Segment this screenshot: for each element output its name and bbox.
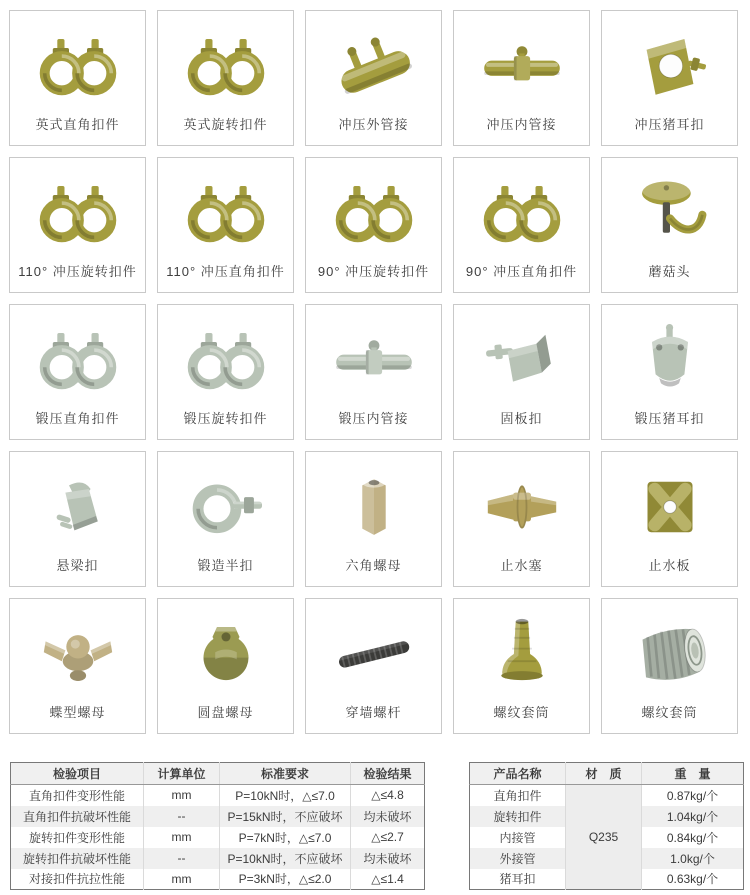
xplate-icon [624, 462, 716, 552]
product-photo [306, 158, 441, 261]
product-label: 圆盘螺母 [197, 705, 254, 720]
product-photo [454, 158, 589, 261]
tube-icon [476, 21, 568, 111]
product-cell [9, 10, 146, 146]
unit-cell: mm [144, 785, 220, 806]
product-photo [10, 599, 145, 702]
column-header: 材 质 [566, 763, 642, 785]
product-label: 110° 冲压旋转扣件 [18, 264, 137, 279]
product-cell [601, 10, 738, 146]
product-photo [306, 599, 441, 702]
product-label: 90° 冲压直角扣件 [465, 264, 578, 279]
coupler-icon [180, 315, 272, 405]
column-header: 产品名称 [470, 763, 566, 785]
product-label: 蝶型螺母 [49, 705, 106, 720]
product-photo [454, 11, 589, 114]
column-header: 重 量 [642, 763, 744, 785]
inspection-row [11, 827, 425, 848]
product-photo [10, 158, 145, 261]
coupler-icon [180, 21, 272, 111]
inspection-row [11, 848, 425, 869]
product-cell [453, 10, 590, 146]
product-cell [157, 598, 294, 734]
product-photo [10, 452, 145, 555]
product-label: 英式旋转扣件 [183, 117, 268, 132]
product-cell [9, 304, 146, 440]
product-label: 锻压猪耳扣 [634, 411, 705, 426]
product-cell [9, 451, 146, 587]
wingnut-icon [32, 609, 124, 699]
mushroom-icon [624, 168, 716, 258]
material-cell: Q235 [566, 785, 642, 890]
standard-cell: P=3kN时，△≤2.0 [220, 869, 351, 890]
unit-cell: mm [144, 827, 220, 848]
product-name-cell: 直角扣件 [493, 788, 542, 803]
product-cell [157, 304, 294, 440]
weight-cell: 1.0kg/个 [642, 848, 744, 869]
weight-cell: 0.63kg/个 [642, 869, 744, 890]
spec-tables [10, 762, 750, 890]
product-photo [10, 305, 145, 408]
product-photo [602, 452, 737, 555]
product-label: 蘑菇头 [648, 264, 691, 279]
product-cell [453, 304, 590, 440]
product-photo [158, 158, 293, 261]
product-label: 悬梁扣 [56, 558, 99, 573]
product-label: 六角螺母 [345, 558, 402, 573]
product-label: 螺纹套筒 [493, 705, 550, 720]
bracket-icon [476, 315, 568, 405]
product-photo [158, 11, 293, 114]
unit-cell: mm [144, 869, 220, 890]
product-photo [158, 305, 293, 408]
product-cell [9, 598, 146, 734]
weight-cell: 0.87kg/个 [642, 785, 744, 806]
product-cell [453, 451, 590, 587]
coupler-icon [32, 168, 124, 258]
product-photo [602, 158, 737, 261]
hexnut-icon [328, 462, 420, 552]
beamclamp-icon [32, 462, 124, 552]
column-header: 检验项目 [11, 763, 144, 785]
product-photo [306, 452, 441, 555]
product-photo [306, 305, 441, 408]
rod-icon [328, 609, 420, 699]
product-photo [306, 11, 441, 114]
column-header: 标准要求 [220, 763, 351, 785]
inspection-item: 旋转扣件抗破坏性能 [11, 848, 144, 869]
inspection-table-body [11, 785, 425, 890]
standard-cell: P=15kN时，不应破坏 [220, 806, 351, 827]
product-photo [602, 11, 737, 114]
weight-cell: 0.84kg/个 [642, 827, 744, 848]
product-cell [9, 157, 146, 293]
product-name-cell: 内接管 [499, 830, 536, 845]
inspection-item: 对接扣件抗拉性能 [28, 872, 125, 887]
inspection-table [10, 762, 425, 890]
product-label: 英式直角扣件 [35, 117, 120, 132]
barrel-icon [624, 609, 716, 699]
unit-cell: -- [144, 848, 220, 869]
product-label: 冲压内管接 [486, 117, 557, 132]
plug-icon [476, 462, 568, 552]
result-cell: 均未破坏 [351, 848, 425, 869]
product-photo [158, 599, 293, 702]
product-label: 110° 冲压直角扣件 [166, 264, 285, 279]
inspection-row [11, 806, 425, 827]
product-cell [601, 451, 738, 587]
product-photo [10, 11, 145, 114]
product-photo [454, 305, 589, 408]
product-cell [157, 451, 294, 587]
product-photo [454, 452, 589, 555]
product-spec-table-body [470, 785, 744, 890]
product-spec-row [470, 785, 744, 806]
product-cell [305, 451, 442, 587]
product-photo [454, 599, 589, 702]
product-cell [305, 598, 442, 734]
unit-cell: -- [144, 806, 220, 827]
product-spec-table [469, 762, 744, 890]
product-cell [601, 304, 738, 440]
coupler-icon [32, 21, 124, 111]
product-cell [601, 157, 738, 293]
result-cell: 均未破坏 [351, 806, 425, 827]
product-cell [157, 157, 294, 293]
coupler-icon [180, 168, 272, 258]
column-header: 计算单位 [144, 763, 220, 785]
product-spec-header-row [470, 763, 744, 785]
earclamp-icon [624, 315, 716, 405]
product-label: 锻压内管接 [338, 411, 409, 426]
product-label: 穿墙螺杆 [345, 705, 402, 720]
result-cell: △≤1.4 [351, 869, 425, 890]
standard-cell: P=7kN时，△≤7.0 [220, 827, 351, 848]
halfcoupler-icon [180, 462, 272, 552]
product-label: 止水板 [648, 558, 691, 573]
standard-cell: P=10kN时，△≤7.0 [220, 785, 351, 806]
product-cell [453, 157, 590, 293]
inspection-row [11, 869, 425, 890]
result-cell: △≤4.8 [351, 785, 425, 806]
product-label: 锻造半扣 [197, 558, 254, 573]
coupler-icon [476, 168, 568, 258]
tube-icon [328, 315, 420, 405]
inspection-item: 直角扣件抗破坏性能 [11, 806, 144, 827]
coupler-icon [328, 168, 420, 258]
discnut-icon [180, 609, 272, 699]
product-label: 90° 冲压旋转扣件 [317, 264, 430, 279]
product-photo [602, 305, 737, 408]
product-cell [305, 304, 442, 440]
product-cell [305, 10, 442, 146]
cone-icon [476, 609, 568, 699]
product-cell [305, 157, 442, 293]
product-photo [158, 452, 293, 555]
weight-cell: 1.04kg/个 [642, 806, 744, 827]
product-label: 锻压旋转扣件 [183, 411, 268, 426]
product-cell [601, 598, 738, 734]
product-cell [453, 598, 590, 734]
standard-cell: P=10kN时，不应破坏 [220, 848, 351, 869]
inspection-item: 旋转扣件变形性能 [28, 830, 125, 845]
product-label: 冲压外管接 [338, 117, 409, 132]
sleeve-icon [328, 21, 420, 111]
product-name-cell: 旋转扣件 [470, 806, 566, 827]
product-name-cell: 外接管 [470, 848, 566, 869]
inspection-item: 直角扣件变形性能 [28, 788, 125, 803]
earplate-icon [624, 21, 716, 111]
product-label: 螺纹套筒 [641, 705, 698, 720]
inspection-row [11, 785, 425, 806]
result-cell: △≤2.7 [351, 827, 425, 848]
product-label: 冲压猪耳扣 [634, 117, 705, 132]
coupler-icon [32, 315, 124, 405]
product-cell [157, 10, 294, 146]
product-label: 止水塞 [500, 558, 543, 573]
product-label: 锻压直角扣件 [35, 411, 120, 426]
product-photo [602, 599, 737, 702]
product-name-cell: 猪耳扣 [499, 872, 536, 887]
column-header: 检验结果 [351, 763, 425, 785]
inspection-table-header-row [11, 763, 425, 785]
product-label: 固板扣 [500, 411, 543, 426]
